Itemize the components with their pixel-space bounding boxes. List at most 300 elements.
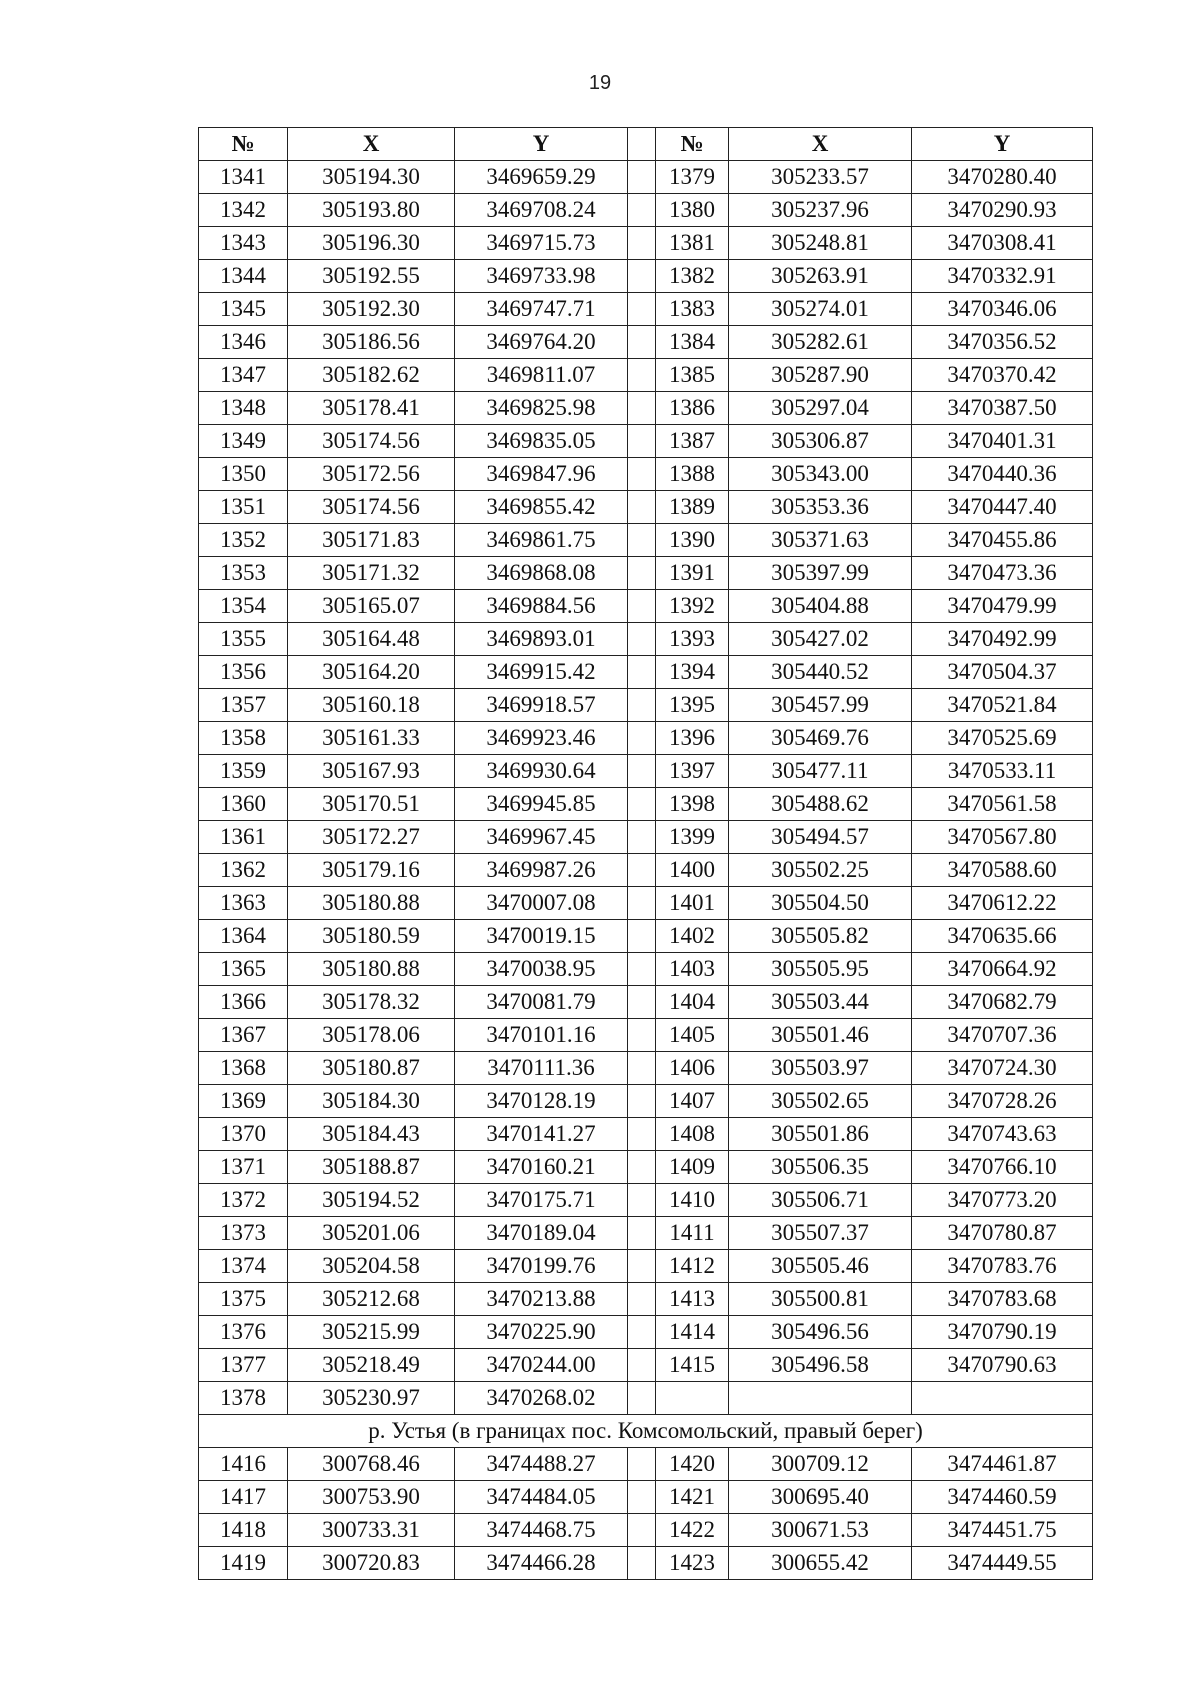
- cell-left-y: 3470141.27: [455, 1118, 628, 1151]
- cell-right-x: 305440.52: [729, 656, 912, 689]
- cell-left-num: 1371: [199, 1151, 288, 1184]
- cell-left-num: 1360: [199, 788, 288, 821]
- table-row: [199, 1250, 1093, 1283]
- table-row: [199, 1382, 1093, 1415]
- cell-right-x: 300655.42: [729, 1547, 912, 1580]
- column-separator: [628, 1052, 656, 1085]
- cell-right-num: 1388: [656, 458, 729, 491]
- cell-right-num: 1415: [656, 1349, 729, 1382]
- cell-right-x: 305501.46: [729, 1019, 912, 1052]
- cell-left-y: 3469747.71: [455, 293, 628, 326]
- cell-left-x: 305193.80: [288, 194, 455, 227]
- column-separator: [628, 821, 656, 854]
- cell-right-num: 1405: [656, 1019, 729, 1052]
- cell-left-y: 3469715.73: [455, 227, 628, 260]
- column-separator: [628, 227, 656, 260]
- cell-right-y: 3474451.75: [912, 1514, 1093, 1547]
- cell-right-num: 1420: [656, 1448, 729, 1481]
- column-separator: [628, 359, 656, 392]
- cell-right-x: 305503.97: [729, 1052, 912, 1085]
- cell-left-y: 3470175.71: [455, 1184, 628, 1217]
- cell-left-y: 3470019.15: [455, 920, 628, 953]
- cell-left-num: 1356: [199, 656, 288, 689]
- table-row: [199, 1481, 1093, 1514]
- table-row: [199, 623, 1093, 656]
- cell-left-y: 3469825.98: [455, 392, 628, 425]
- cell-right-num: 1406: [656, 1052, 729, 1085]
- table-row: [199, 260, 1093, 293]
- table-row: [199, 1052, 1093, 1085]
- cell-right-num: 1421: [656, 1481, 729, 1514]
- column-separator: [628, 623, 656, 656]
- cell-left-y: 3470128.19: [455, 1085, 628, 1118]
- block1-rows: [199, 161, 1093, 1415]
- cell-right-x: 305488.62: [729, 788, 912, 821]
- cell-right-y: 3470766.10: [912, 1151, 1093, 1184]
- cell-left-y: 3469967.45: [455, 821, 628, 854]
- cell-right-x: 305306.87: [729, 425, 912, 458]
- table-header-row: [199, 128, 1093, 161]
- cell-left-num: 1374: [199, 1250, 288, 1283]
- cell-left-y: 3469764.20: [455, 326, 628, 359]
- cell-left-num: 1378: [199, 1382, 288, 1415]
- cell-right-x: 305457.99: [729, 689, 912, 722]
- cell-right-y: 3470790.19: [912, 1316, 1093, 1349]
- section-caption-row: [199, 1415, 1093, 1448]
- cell-left-num: 1368: [199, 1052, 288, 1085]
- cell-right-num: 1389: [656, 491, 729, 524]
- cell-left-y: 3470007.08: [455, 887, 628, 920]
- cell-right-y: 3470447.40: [912, 491, 1093, 524]
- cell-right-num: 1397: [656, 755, 729, 788]
- cell-right-num: 1408: [656, 1118, 729, 1151]
- cell-left-num: 1352: [199, 524, 288, 557]
- cell-left-num: 1370: [199, 1118, 288, 1151]
- column-separator: [628, 425, 656, 458]
- column-separator: [628, 458, 656, 491]
- cell-left-num: 1343: [199, 227, 288, 260]
- cell-right-num: 1383: [656, 293, 729, 326]
- table-row: [199, 854, 1093, 887]
- cell-left-x: 305164.48: [288, 623, 455, 656]
- cell-left-y: 3469915.42: [455, 656, 628, 689]
- column-separator: [628, 326, 656, 359]
- column-separator: [628, 755, 656, 788]
- cell-right-y: 3470455.86: [912, 524, 1093, 557]
- cell-left-x: 305192.30: [288, 293, 455, 326]
- cell-right-y: 3470635.66: [912, 920, 1093, 953]
- cell-right-y: 3470724.30: [912, 1052, 1093, 1085]
- cell-right-x: 305501.86: [729, 1118, 912, 1151]
- cell-left-y: 3469884.56: [455, 590, 628, 623]
- cell-left-num: 1354: [199, 590, 288, 623]
- cell-left-num: 1367: [199, 1019, 288, 1052]
- column-separator: [628, 1448, 656, 1481]
- header-num-left: №: [199, 128, 288, 161]
- cell-left-x: 305194.52: [288, 1184, 455, 1217]
- column-separator: [628, 1217, 656, 1250]
- cell-right-y: 3470440.36: [912, 458, 1093, 491]
- cell-right-y: 3474449.55: [912, 1547, 1093, 1580]
- column-separator: [628, 1151, 656, 1184]
- column-separator: [628, 953, 656, 986]
- cell-left-x: 305218.49: [288, 1349, 455, 1382]
- cell-left-num: 1361: [199, 821, 288, 854]
- section-caption: р. Устья (в границах пос. Комсомольский, правый берег): [199, 1415, 1093, 1448]
- cell-left-num: 1359: [199, 755, 288, 788]
- cell-left-x: 305164.20: [288, 656, 455, 689]
- cell-left-x: 300753.90: [288, 1481, 455, 1514]
- table-row: [199, 1184, 1093, 1217]
- cell-left-y: 3470268.02: [455, 1382, 628, 1415]
- column-separator: [628, 260, 656, 293]
- cell-right-x: 300709.12: [729, 1448, 912, 1481]
- cell-right-num: 1410: [656, 1184, 729, 1217]
- cell-left-x: 305186.56: [288, 326, 455, 359]
- cell-right-num: 1402: [656, 920, 729, 953]
- cell-right-num: 1381: [656, 227, 729, 260]
- table-row: [199, 1283, 1093, 1316]
- cell-right-num: 1401: [656, 887, 729, 920]
- column-separator: [628, 1547, 656, 1580]
- cell-right-x: 305502.25: [729, 854, 912, 887]
- cell-left-x: 305194.30: [288, 161, 455, 194]
- cell-left-num: 1366: [199, 986, 288, 1019]
- cell-left-x: 305180.88: [288, 887, 455, 920]
- cell-right-x: 300671.53: [729, 1514, 912, 1547]
- cell-right-y: 3470479.99: [912, 590, 1093, 623]
- table-row: [199, 425, 1093, 458]
- column-separator: [628, 722, 656, 755]
- cell-left-x: 305165.07: [288, 590, 455, 623]
- cell-right-num: 1380: [656, 194, 729, 227]
- column-separator: [628, 788, 656, 821]
- cell-right-x: 305506.71: [729, 1184, 912, 1217]
- cell-left-y: 3470160.21: [455, 1151, 628, 1184]
- cell-left-y: 3470225.90: [455, 1316, 628, 1349]
- cell-left-num: 1376: [199, 1316, 288, 1349]
- cell-left-x: 305161.33: [288, 722, 455, 755]
- cell-right-y: 3470504.37: [912, 656, 1093, 689]
- cell-left-num: 1355: [199, 623, 288, 656]
- cell-left-x: 305230.97: [288, 1382, 455, 1415]
- table-row: [199, 194, 1093, 227]
- cell-left-num: 1377: [199, 1349, 288, 1382]
- cell-right-y: 3470561.58: [912, 788, 1093, 821]
- header-y-left: Y: [455, 128, 628, 161]
- header-x-left: X: [288, 128, 455, 161]
- cell-right-y: 3474460.59: [912, 1481, 1093, 1514]
- header-y-right: Y: [912, 128, 1093, 161]
- cell-right-num: 1422: [656, 1514, 729, 1547]
- cell-left-y: 3474468.75: [455, 1514, 628, 1547]
- cell-right-num: 1423: [656, 1547, 729, 1580]
- cell-left-y: 3469733.98: [455, 260, 628, 293]
- cell-left-x: 305174.56: [288, 491, 455, 524]
- cell-right-y: 3470567.80: [912, 821, 1093, 854]
- cell-left-x: 305184.30: [288, 1085, 455, 1118]
- cell-left-num: 1357: [199, 689, 288, 722]
- cell-right-num: 1386: [656, 392, 729, 425]
- cell-left-y: 3469930.64: [455, 755, 628, 788]
- cell-right-num: 1414: [656, 1316, 729, 1349]
- cell-right-y: 3470401.31: [912, 425, 1093, 458]
- cell-left-num: 1345: [199, 293, 288, 326]
- cell-right-num: 1382: [656, 260, 729, 293]
- column-separator: [628, 887, 656, 920]
- table-row: [199, 821, 1093, 854]
- cell-right-num: 1403: [656, 953, 729, 986]
- cell-right-y: 3470682.79: [912, 986, 1093, 1019]
- cell-right-num: 1379: [656, 161, 729, 194]
- cell-left-y: 3474466.28: [455, 1547, 628, 1580]
- cell-left-x: 305192.55: [288, 260, 455, 293]
- table-row: [199, 656, 1093, 689]
- cell-left-num: 1347: [199, 359, 288, 392]
- table-row: [199, 590, 1093, 623]
- page-number: 19: [588, 72, 612, 94]
- column-separator: [628, 128, 656, 161]
- cell-left-x: 305180.59: [288, 920, 455, 953]
- cell-left-x: 305178.32: [288, 986, 455, 1019]
- table-row: [199, 1019, 1093, 1052]
- cell-left-y: 3469868.08: [455, 557, 628, 590]
- cell-left-x: 305204.58: [288, 1250, 455, 1283]
- cell-right-x: 305248.81: [729, 227, 912, 260]
- cell-left-x: 300720.83: [288, 1547, 455, 1580]
- cell-right-num: 1395: [656, 689, 729, 722]
- cell-left-num: 1418: [199, 1514, 288, 1547]
- column-separator: [628, 1514, 656, 1547]
- cell-right-x: 305282.61: [729, 326, 912, 359]
- cell-right-x: 305502.65: [729, 1085, 912, 1118]
- cell-right-x: 305237.96: [729, 194, 912, 227]
- cell-left-y: 3470101.16: [455, 1019, 628, 1052]
- cell-left-x: 305180.87: [288, 1052, 455, 1085]
- cell-right-num: 1394: [656, 656, 729, 689]
- cell-right-y: 3470612.22: [912, 887, 1093, 920]
- cell-right-y: 3470473.36: [912, 557, 1093, 590]
- cell-left-x: 305182.62: [288, 359, 455, 392]
- column-separator: [628, 656, 656, 689]
- column-separator: [628, 1382, 656, 1415]
- cell-left-y: 3469918.57: [455, 689, 628, 722]
- cell-left-y: 3470189.04: [455, 1217, 628, 1250]
- cell-right-y: 3470728.26: [912, 1085, 1093, 1118]
- cell-left-y: 3470213.88: [455, 1283, 628, 1316]
- column-separator: [628, 986, 656, 1019]
- cell-right-num: 1385: [656, 359, 729, 392]
- cell-left-x: 305180.88: [288, 953, 455, 986]
- cell-left-num: 1416: [199, 1448, 288, 1481]
- cell-left-num: 1373: [199, 1217, 288, 1250]
- cell-right-x: 300695.40: [729, 1481, 912, 1514]
- cell-left-x: 305212.68: [288, 1283, 455, 1316]
- table-row: [199, 1448, 1093, 1481]
- cell-right-num: 1404: [656, 986, 729, 1019]
- cell-right-y: 3470308.41: [912, 227, 1093, 260]
- cell-left-y: 3470199.76: [455, 1250, 628, 1283]
- table-row: [199, 392, 1093, 425]
- table-row: [199, 524, 1093, 557]
- cell-right-x: 305233.57: [729, 161, 912, 194]
- cell-right-num: 1398: [656, 788, 729, 821]
- cell-right-x: 305404.88: [729, 590, 912, 623]
- cell-right-num: 1400: [656, 854, 729, 887]
- cell-right-x: 305469.76: [729, 722, 912, 755]
- table-row: [199, 953, 1093, 986]
- cell-left-num: 1349: [199, 425, 288, 458]
- header-x-right: X: [729, 128, 912, 161]
- column-separator: [628, 1283, 656, 1316]
- cell-left-y: 3470038.95: [455, 953, 628, 986]
- table-row: [199, 1118, 1093, 1151]
- column-separator: [628, 1349, 656, 1382]
- cell-left-num: 1351: [199, 491, 288, 524]
- cell-left-num: 1350: [199, 458, 288, 491]
- table-row: [199, 1514, 1093, 1547]
- cell-left-num: 1363: [199, 887, 288, 920]
- cell-right-num: 1399: [656, 821, 729, 854]
- table-row: [199, 1217, 1093, 1250]
- cell-left-x: 305178.41: [288, 392, 455, 425]
- cell-left-y: 3469811.07: [455, 359, 628, 392]
- cell-left-y: 3469847.96: [455, 458, 628, 491]
- cell-right-y: 3470356.52: [912, 326, 1093, 359]
- cell-right-y: 3470790.63: [912, 1349, 1093, 1382]
- cell-right-x: 305505.82: [729, 920, 912, 953]
- cell-left-num: 1417: [199, 1481, 288, 1514]
- header-num-right: №: [656, 128, 729, 161]
- cell-right-x: 305263.91: [729, 260, 912, 293]
- cell-right-x: 305503.44: [729, 986, 912, 1019]
- cell-right-y: [912, 1382, 1093, 1415]
- cell-left-x: 300733.31: [288, 1514, 455, 1547]
- cell-left-num: 1419: [199, 1547, 288, 1580]
- cell-left-x: 305171.83: [288, 524, 455, 557]
- table-row: [199, 326, 1093, 359]
- cell-right-y: 3470783.68: [912, 1283, 1093, 1316]
- cell-right-x: 305477.11: [729, 755, 912, 788]
- cell-left-y: 3469945.85: [455, 788, 628, 821]
- table-row: [199, 1085, 1093, 1118]
- cell-left-x: 305174.56: [288, 425, 455, 458]
- cell-left-y: 3469923.46: [455, 722, 628, 755]
- column-separator: [628, 491, 656, 524]
- table-row: [199, 887, 1093, 920]
- column-separator: [628, 392, 656, 425]
- cell-right-x: 305397.99: [729, 557, 912, 590]
- cell-left-x: 305196.30: [288, 227, 455, 260]
- table-row: [199, 491, 1093, 524]
- column-separator: [628, 194, 656, 227]
- cell-left-y: 3474484.05: [455, 1481, 628, 1514]
- cell-right-y: 3470664.92: [912, 953, 1093, 986]
- column-separator: [628, 161, 656, 194]
- cell-left-x: 300768.46: [288, 1448, 455, 1481]
- cell-right-x: 305496.58: [729, 1349, 912, 1382]
- cell-right-num: 1407: [656, 1085, 729, 1118]
- table-row: [199, 458, 1093, 491]
- column-separator: [628, 689, 656, 722]
- column-separator: [628, 1118, 656, 1151]
- column-separator: [628, 1184, 656, 1217]
- cell-right-y: 3470783.76: [912, 1250, 1093, 1283]
- table-row: [199, 359, 1093, 392]
- table-row: [199, 1349, 1093, 1382]
- cell-right-num: 1390: [656, 524, 729, 557]
- cell-right-y: 3470525.69: [912, 722, 1093, 755]
- cell-right-y: 3470280.40: [912, 161, 1093, 194]
- cell-left-num: 1369: [199, 1085, 288, 1118]
- table-row: [199, 689, 1093, 722]
- column-separator: [628, 1085, 656, 1118]
- cell-left-y: 3469708.24: [455, 194, 628, 227]
- table-row: [199, 161, 1093, 194]
- cell-left-num: 1362: [199, 854, 288, 887]
- cell-right-num: 1392: [656, 590, 729, 623]
- cell-right-y: 3470533.11: [912, 755, 1093, 788]
- cell-right-x: 305371.63: [729, 524, 912, 557]
- cell-left-y: 3470244.00: [455, 1349, 628, 1382]
- cell-right-x: 305504.50: [729, 887, 912, 920]
- cell-right-num: 1396: [656, 722, 729, 755]
- cell-right-y: 3470290.93: [912, 194, 1093, 227]
- cell-right-x: 305496.56: [729, 1316, 912, 1349]
- cell-right-y: 3470332.91: [912, 260, 1093, 293]
- column-separator: [628, 920, 656, 953]
- cell-left-y: 3469861.75: [455, 524, 628, 557]
- cell-left-num: 1346: [199, 326, 288, 359]
- cell-right-x: 305297.04: [729, 392, 912, 425]
- cell-right-x: 305353.36: [729, 491, 912, 524]
- cell-right-x: [729, 1382, 912, 1415]
- cell-right-y: 3470588.60: [912, 854, 1093, 887]
- cell-left-x: 305184.43: [288, 1118, 455, 1151]
- column-separator: [628, 293, 656, 326]
- column-separator: [628, 854, 656, 887]
- cell-left-y: 3470081.79: [455, 986, 628, 1019]
- cell-right-y: 3470346.06: [912, 293, 1093, 326]
- column-separator: [628, 1481, 656, 1514]
- block2-rows: [199, 1448, 1093, 1580]
- cell-left-x: 305160.18: [288, 689, 455, 722]
- cell-right-num: 1391: [656, 557, 729, 590]
- cell-right-y: 3470780.87: [912, 1217, 1093, 1250]
- cell-right-num: 1411: [656, 1217, 729, 1250]
- cell-right-y: 3470492.99: [912, 623, 1093, 656]
- cell-left-y: 3469659.29: [455, 161, 628, 194]
- cell-left-num: 1353: [199, 557, 288, 590]
- cell-right-y: 3470707.36: [912, 1019, 1093, 1052]
- table-row: [199, 920, 1093, 953]
- cell-right-x: 305427.02: [729, 623, 912, 656]
- cell-right-x: 305494.57: [729, 821, 912, 854]
- cell-right-x: 305343.00: [729, 458, 912, 491]
- cell-left-num: 1372: [199, 1184, 288, 1217]
- cell-left-x: 305171.32: [288, 557, 455, 590]
- cell-right-x: 305505.95: [729, 953, 912, 986]
- cell-left-y: 3474488.27: [455, 1448, 628, 1481]
- cell-left-x: 305172.27: [288, 821, 455, 854]
- cell-left-x: 305167.93: [288, 755, 455, 788]
- cell-right-x: 305287.90: [729, 359, 912, 392]
- cell-right-num: 1384: [656, 326, 729, 359]
- cell-left-x: 305178.06: [288, 1019, 455, 1052]
- cell-left-num: 1344: [199, 260, 288, 293]
- table-row: [199, 788, 1093, 821]
- column-separator: [628, 590, 656, 623]
